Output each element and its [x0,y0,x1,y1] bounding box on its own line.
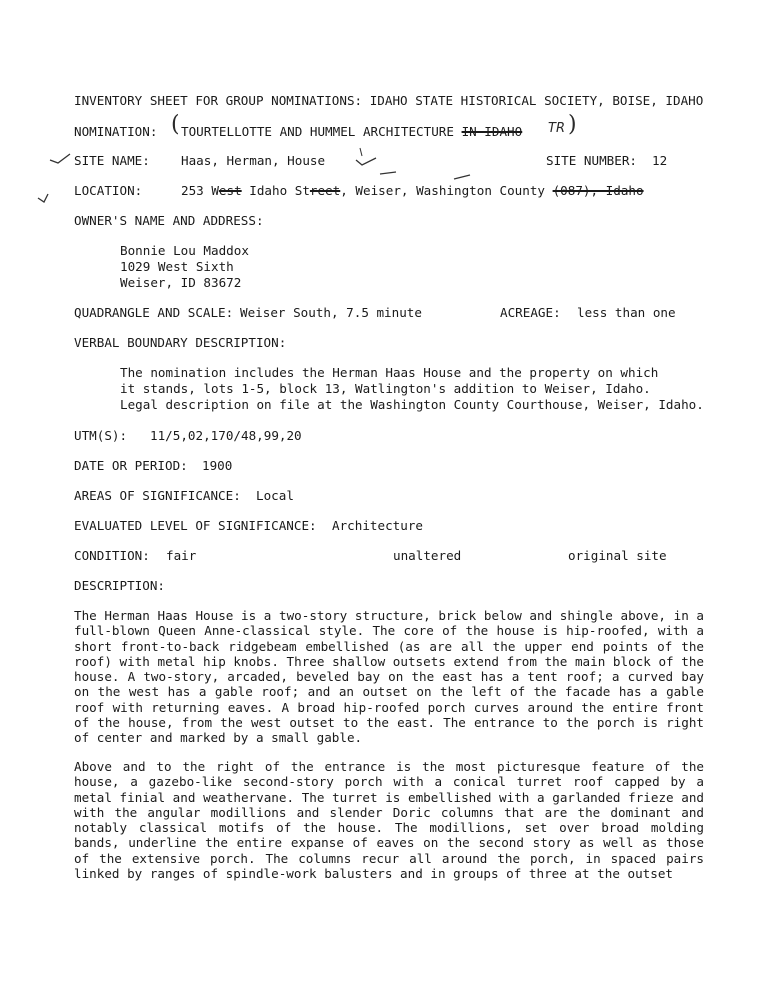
checkmark-site-name [50,154,70,163]
quadrangle-label: QUADRANGLE AND SCALE: [74,305,234,320]
location-label: LOCATION: [74,183,143,198]
dash-mark-west [380,172,396,174]
close-paren-mark: ) [568,112,577,137]
owner-line-2: 1029 West Sixth [120,259,234,274]
open-paren-mark: ( [171,112,180,137]
owner-line-3: Weiser, ID 83672 [120,275,242,290]
owner-label: OWNER'S NAME AND ADDRESS: [74,213,264,228]
acreage-label: ACREAGE: [500,305,561,320]
nomination-struck-text: IN IDAHO [461,124,523,139]
dash-mark-weiser [454,175,470,179]
date-label: DATE OR PERIOD: [74,458,188,473]
evaluated-label: EVALUATED LEVEL OF SIGNIFICANCE: [74,518,317,533]
boundary-line-2: it stands, lots 1-5, block 13, Watlington's addition to Weiser, Idaho. [120,381,651,396]
site-name-label: SITE NAME: [74,153,150,168]
location-struck-3: (087), Idaho [552,183,644,198]
acreage-value: less than one [577,305,676,320]
date-value: 1900 [202,458,233,473]
description-label: DESCRIPTION: [74,578,165,593]
condition-site: original site [568,548,667,563]
condition-label: CONDITION: [74,548,150,563]
checkmark-haas [356,158,376,165]
evaluated-value: Architecture [332,518,423,533]
description-paragraph-1: The Herman Haas House is a two-story structure, brick below and shingle above, in a full-blown Queen Anne-classical style. The core of the house is hip-roofed, with a short front-to-back ridgebeam embellished (as are all the upper end points of the roof) with metal hip knobs. Three shallow outsets extend from the main block of the house. A two-story, arcaded, beveled bay on the east has a tent roof; a curved bay on the west has a gable roof; and an outset on the left of the facade has a gable roof with returning eaves. A broad hip-roofed porch curves around the entire front of the house, from the west outset to the east. The entrance to the porch is right of center and marked by a small gable. [74,608,704,746]
condition-alteration: unaltered [393,548,462,563]
nomination-value: TOURTELLOTTE AND HUMMEL ARCHITECTURE [181,124,454,139]
site-number-label: SITE NUMBER: [546,153,637,168]
nomination-row [181,124,522,139]
utm-label: UTM(S): [74,428,128,443]
sheet-header: INVENTORY SHEET FOR GROUP NOMINATIONS: IDAHO STATE HISTORICAL SOCIETY, BOISE, IDAHO [74,93,704,108]
quadrangle-value: Weiser South, 7.5 minute [240,305,422,320]
boundary-line-1: The nomination includes the Herman Haas House and the property on which [120,365,659,380]
location-struck-1: est [218,183,242,198]
site-number-value: 12 [652,153,668,168]
tick-mark-upper [360,148,362,156]
areas-label: AREAS OF SIGNIFICANCE: [74,488,241,503]
location-part-1: 253 W [181,183,219,198]
location-part-3: , Weiser, Washington County [340,183,553,198]
description-paragraph-2: Above and to the right of the entrance is the most picturesque feature of the house, a gazebo-like second-story porch with a conical turret roof capped by a metal finial and weathervane. The turret is embellished with a garlanded frieze and with the angular modillions and slender Doric columns that are the dominant and notably classical motifs of the house. The modillions, set over broad molding bands, underline the entire expanse of eaves on the second story as well as those of the extensive porch. The columns recur all around the porch, in spaced pairs linked by ranges of spindle-work balusters and in groups of three at the outset [74,759,704,882]
utm-value: 11/5,02,170/48,99,20 [150,428,302,443]
owner-line-1: Bonnie Lou Maddox [120,243,249,258]
nomination-label: NOMINATION: [74,124,158,139]
condition-state: fair [166,548,197,563]
handwritten-tr-note: TR [548,121,565,136]
boundary-line-3: Legal description on file at the Washington County Courthouse, Weiser, Idaho. [120,397,704,412]
location-part-2: Idaho St [241,183,310,198]
areas-value: Local [256,488,294,503]
site-name-value: Haas, Herman, House [181,153,326,168]
checkmark-location [38,194,48,202]
location-struck-2: reet [309,183,341,198]
boundary-label: VERBAL BOUNDARY DESCRIPTION: [74,335,287,350]
location-value [181,183,644,198]
